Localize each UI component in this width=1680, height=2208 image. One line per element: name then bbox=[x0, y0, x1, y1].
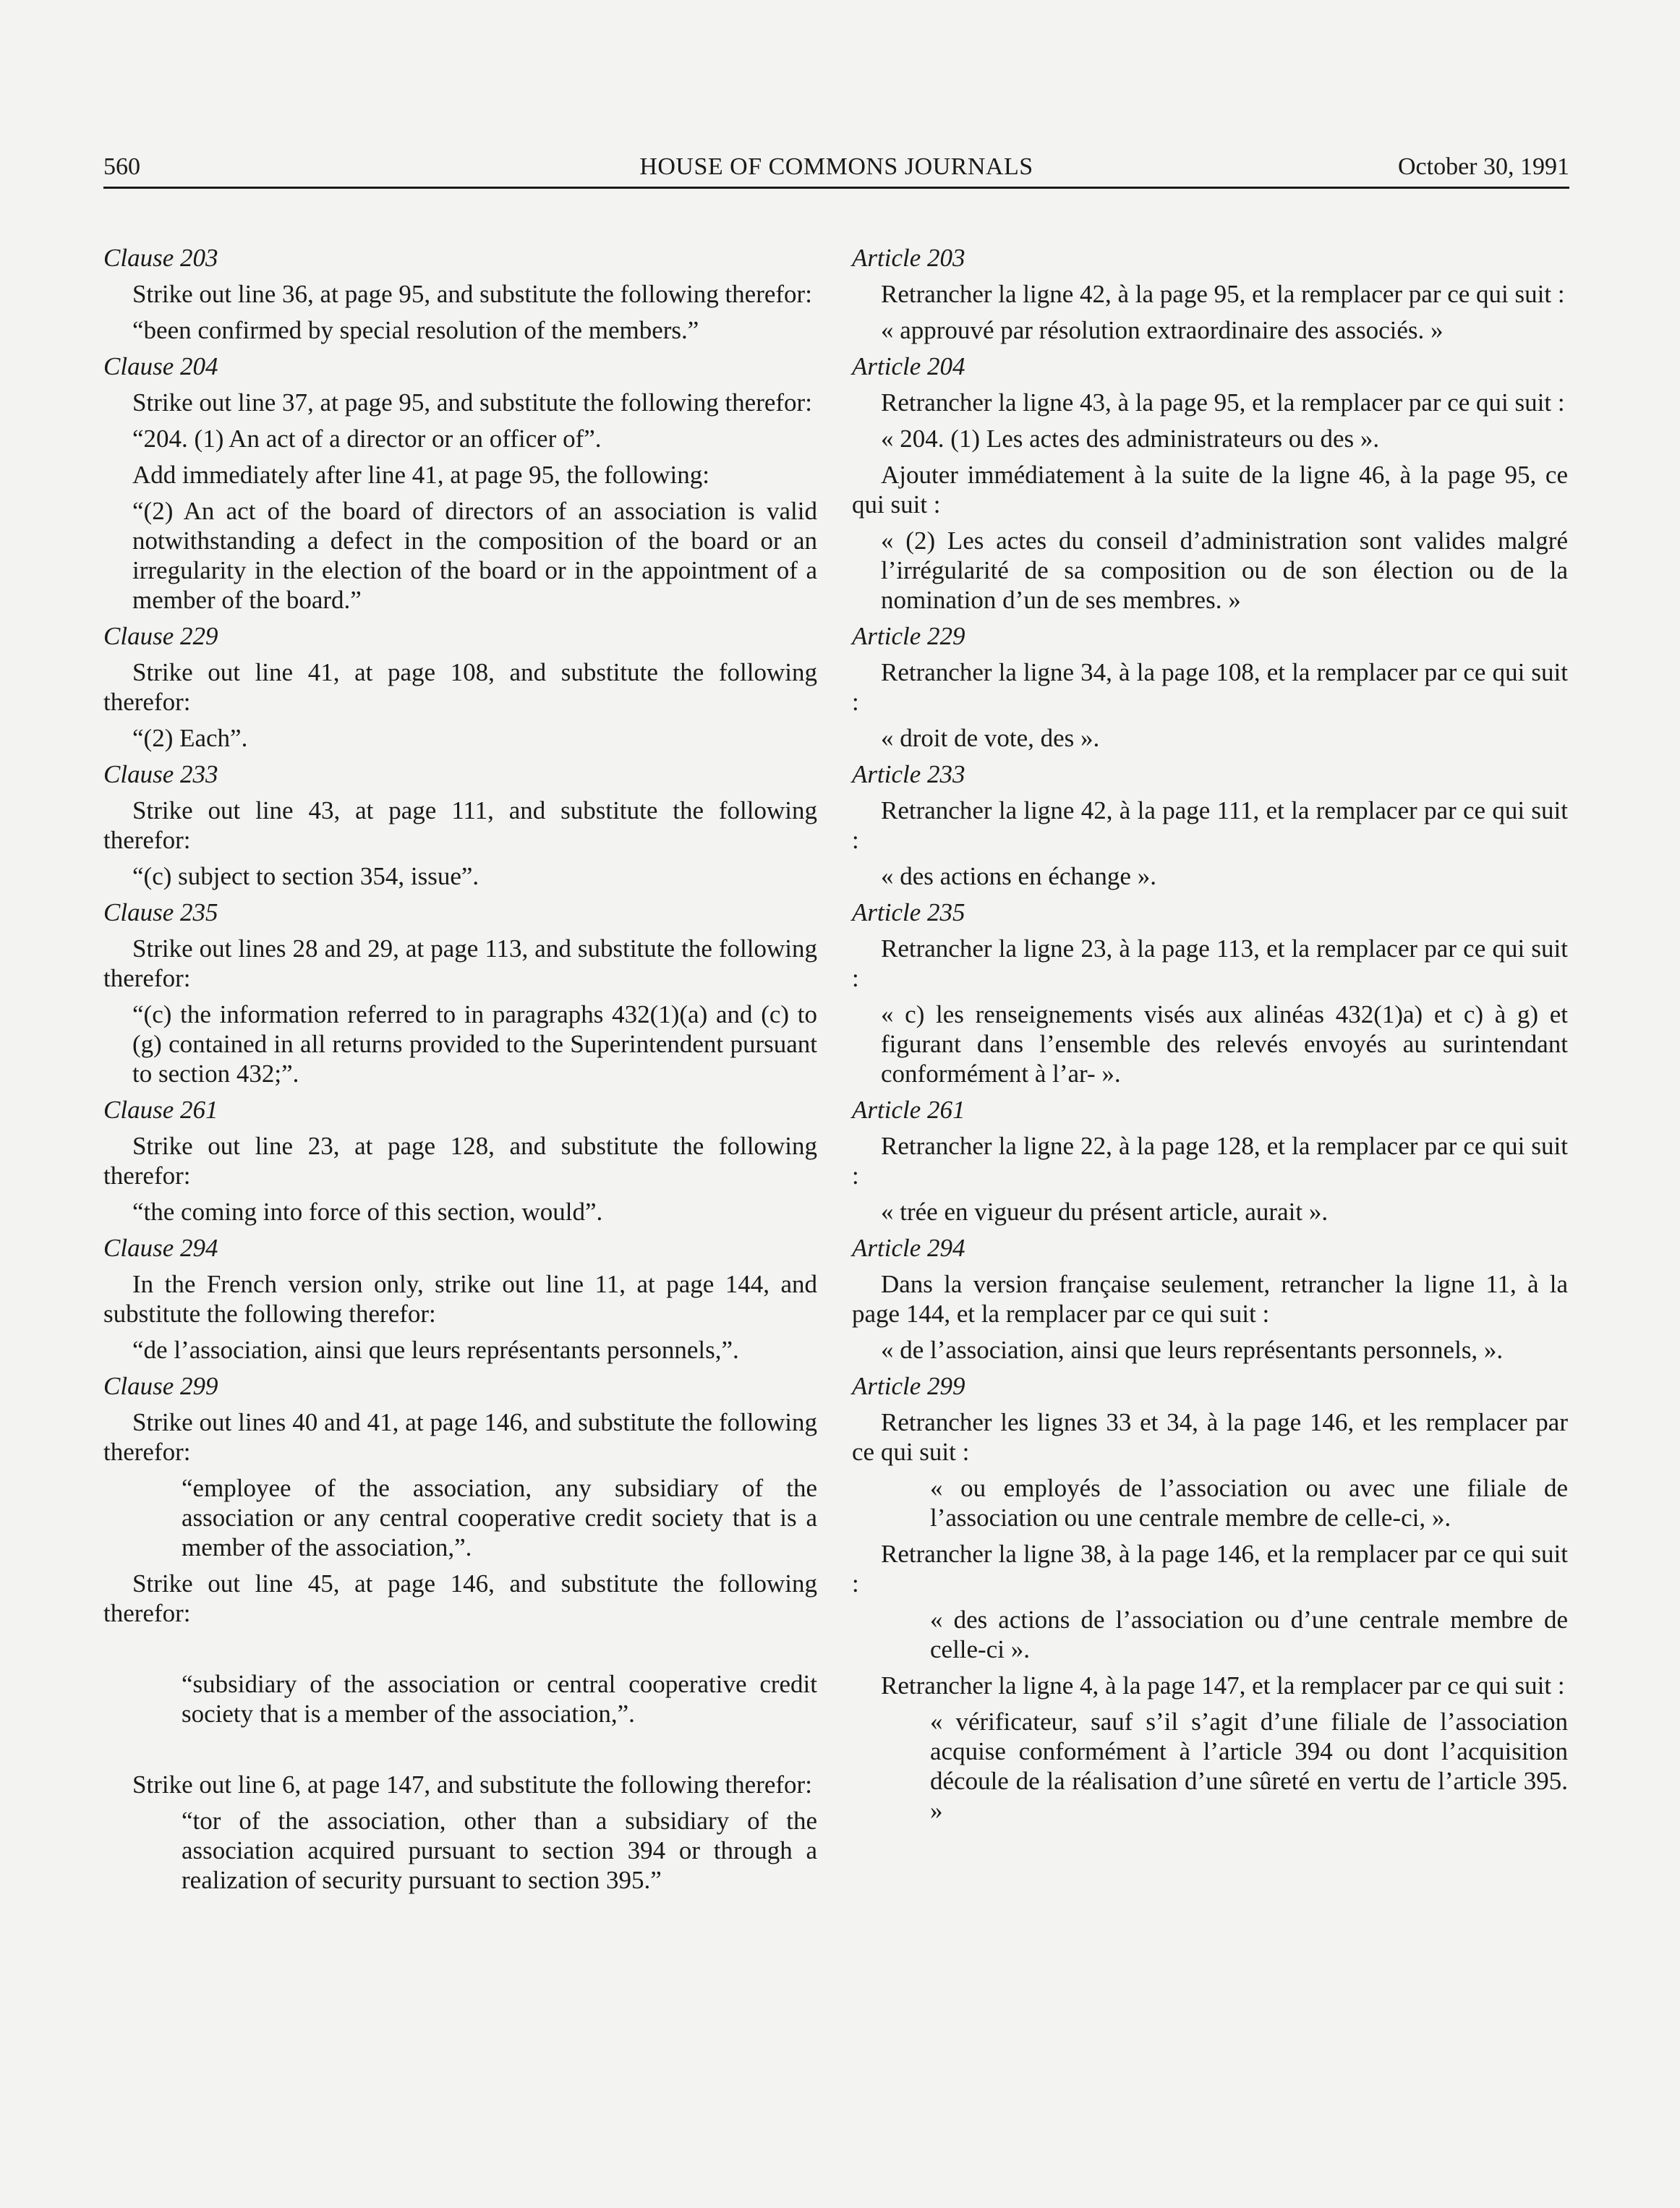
french-instruction: Retrancher la ligne 4, à la page 147, et la remplacer par ce qui suit : bbox=[881, 1671, 1565, 1700]
french-amendment-text: « trée en vigueur du présent article, aurait ». bbox=[881, 1198, 1329, 1226]
english-amendment-text: “been confirmed by special resolution of the members.” bbox=[132, 316, 699, 344]
english-section-heading: Clause 299 bbox=[103, 1372, 218, 1400]
english-section-heading: Clause 261 bbox=[103, 1096, 218, 1124]
french-amendment-text: « droit de vote, des ». bbox=[881, 724, 1100, 752]
french-instruction: Retrancher la ligne 34, à la page 108, et la remplacer par ce qui suit : bbox=[852, 658, 1568, 716]
journal-date: October 30, 1991 bbox=[1397, 153, 1569, 180]
french-instruction: Ajouter immédiatement à la suite de la ligne 46, à la page 95, ce qui suit : bbox=[852, 461, 1568, 519]
header-rule bbox=[103, 187, 1569, 189]
english-amendment-text: “(2) An act of the board of directors of an association is valid notwithstanding a defect in the composition of the board or an irregularity in the election of the board or in the appointment of a member of the board.” bbox=[132, 497, 817, 614]
english-instruction: Strike out line 41, at page 108, and substitute the following therefor: bbox=[103, 658, 817, 716]
french-instruction: Dans la version française seulement, retrancher la ligne 11, à la page 144, et la remplacer par ce qui suit : bbox=[852, 1270, 1568, 1328]
french-section-heading: Article 233 bbox=[852, 760, 965, 788]
french-amendment-text: « des actions en échange ». bbox=[881, 862, 1156, 890]
english-section-heading: Clause 203 bbox=[103, 244, 218, 272]
english-instruction: Strike out lines 28 and 29, at page 113, and substitute the following therefor: bbox=[103, 934, 817, 992]
french-amendment-text: « des actions de l’association ou d’une centrale membre de celle-ci ». bbox=[930, 1606, 1568, 1663]
english-instruction: Strike out line 45, at page 146, and substitute the following therefor: bbox=[103, 1569, 817, 1627]
french-amendment-text: « c) les renseignements visés aux alinéas 432(1)a) et c) à g) et figurant dans l’ensemble des relevés envoyés au surintendant conformément à l’ar- ». bbox=[881, 1000, 1568, 1088]
french-amendment-text: « 204. (1) Les actes des administrateurs ou des ». bbox=[881, 425, 1380, 453]
english-instruction: Strike out line 37, at page 95, and substitute the following therefor: bbox=[132, 388, 812, 417]
english-amendment-text: “tor of the association, other than a subsidiary of the association acquired pursuant to section 394 or through a realization of security pursuant to section 395.” bbox=[182, 1807, 817, 1894]
spacer bbox=[103, 1634, 817, 1669]
page-number: 560 bbox=[103, 153, 140, 180]
english-amendment-text: “subsidiary of the association or central cooperative credit society that is a member of the association,”. bbox=[182, 1670, 817, 1728]
french-instruction: Retrancher la ligne 38, à la page 146, et la remplacer par ce qui suit : bbox=[852, 1540, 1568, 1598]
english-amendment-text: “(c) the information referred to in paragraphs 432(1)(a) and (c) to (g) contained in all returns provided to the Superintendent pursuant to section 432;”. bbox=[132, 1000, 817, 1088]
english-instruction: Add immediately after line 41, at page 95, the following: bbox=[132, 461, 709, 489]
french-section-heading: Article 294 bbox=[852, 1234, 965, 1262]
french-amendment-text: « vérificateur, sauf s’il s’agit d’une filiale de l’association acquise conformément à l’article 394 ou dont l’acquisition découle de la réalisation d’une sûreté en vertu de l’article 395. » bbox=[930, 1708, 1568, 1825]
french-instruction: Retrancher la ligne 23, à la page 113, et la remplacer par ce qui suit : bbox=[852, 934, 1568, 992]
english-section-heading: Clause 235 bbox=[103, 898, 218, 926]
french-column bbox=[852, 243, 1568, 1832]
english-amendment-text: “204. (1) An act of a director or an officer of”. bbox=[132, 425, 602, 453]
page-header bbox=[103, 147, 1569, 187]
french-section-heading: Article 299 bbox=[852, 1372, 965, 1400]
english-amendment-text: “employee of the association, any subsidiary of the association or any central cooperative credit society that is a member of the association,”. bbox=[182, 1474, 817, 1561]
english-instruction: Strike out lines 40 and 41, at page 146, and substitute the following therefor: bbox=[103, 1408, 817, 1466]
english-instruction: In the French version only, strike out line 11, at page 144, and substitute the following therefor: bbox=[103, 1270, 817, 1328]
spacer bbox=[103, 1735, 817, 1770]
french-amendment-text: « ou employés de l’association ou avec une filiale de l’association ou une centrale membre de celle-ci, ». bbox=[930, 1474, 1568, 1532]
french-instruction: Retrancher la ligne 43, à la page 95, et la remplacer par ce qui suit : bbox=[881, 388, 1565, 417]
french-instruction: Retrancher la ligne 22, à la page 128, et la remplacer par ce qui suit : bbox=[852, 1132, 1568, 1190]
french-section-heading: Article 235 bbox=[852, 898, 965, 926]
english-instruction: Strike out line 6, at page 147, and substitute the following therefor: bbox=[132, 1770, 812, 1799]
english-column bbox=[103, 243, 817, 1901]
french-instruction: Retrancher la ligne 42, à la page 111, et la remplacer par ce qui suit : bbox=[852, 796, 1568, 854]
english-instruction: Strike out line 23, at page 128, and substitute the following therefor: bbox=[103, 1132, 817, 1190]
english-amendment-text: “de l’association, ainsi que leurs représentants personnels,”. bbox=[132, 1336, 739, 1364]
english-amendment-text: “the coming into force of this section, would”. bbox=[132, 1198, 603, 1226]
french-amendment-text: « approuvé par résolution extraordinaire des associés. » bbox=[881, 316, 1444, 344]
english-instruction: Strike out line 36, at page 95, and substitute the following therefor: bbox=[132, 280, 812, 308]
french-instruction: Retrancher les lignes 33 et 34, à la page 146, et les remplacer par ce qui suit : bbox=[852, 1408, 1568, 1466]
english-section-heading: Clause 233 bbox=[103, 760, 218, 788]
french-section-heading: Article 229 bbox=[852, 622, 965, 650]
french-section-heading: Article 203 bbox=[852, 244, 965, 272]
french-amendment-text: « (2) Les actes du conseil d’administration sont valides malgré l’irrégularité de sa composition ou de son élection ou de la nomination d’un de ses membres. » bbox=[881, 527, 1568, 614]
english-section-heading: Clause 229 bbox=[103, 622, 218, 650]
french-section-heading: Article 261 bbox=[852, 1096, 965, 1124]
english-section-heading: Clause 294 bbox=[103, 1234, 218, 1262]
french-amendment-text: « de l’association, ainsi que leurs représentants personnels, ». bbox=[881, 1336, 1504, 1364]
english-instruction: Strike out line 43, at page 111, and substitute the following therefor: bbox=[103, 796, 817, 854]
french-instruction: Retrancher la ligne 42, à la page 95, et la remplacer par ce qui suit : bbox=[881, 280, 1565, 308]
journal-title: HOUSE OF COMMONS JOURNALS bbox=[639, 153, 1033, 180]
english-amendment-text: “(2) Each”. bbox=[132, 724, 248, 752]
english-amendment-text: “(c) subject to section 354, issue”. bbox=[132, 862, 479, 890]
english-section-heading: Clause 204 bbox=[103, 352, 218, 380]
french-section-heading: Article 204 bbox=[852, 352, 965, 380]
